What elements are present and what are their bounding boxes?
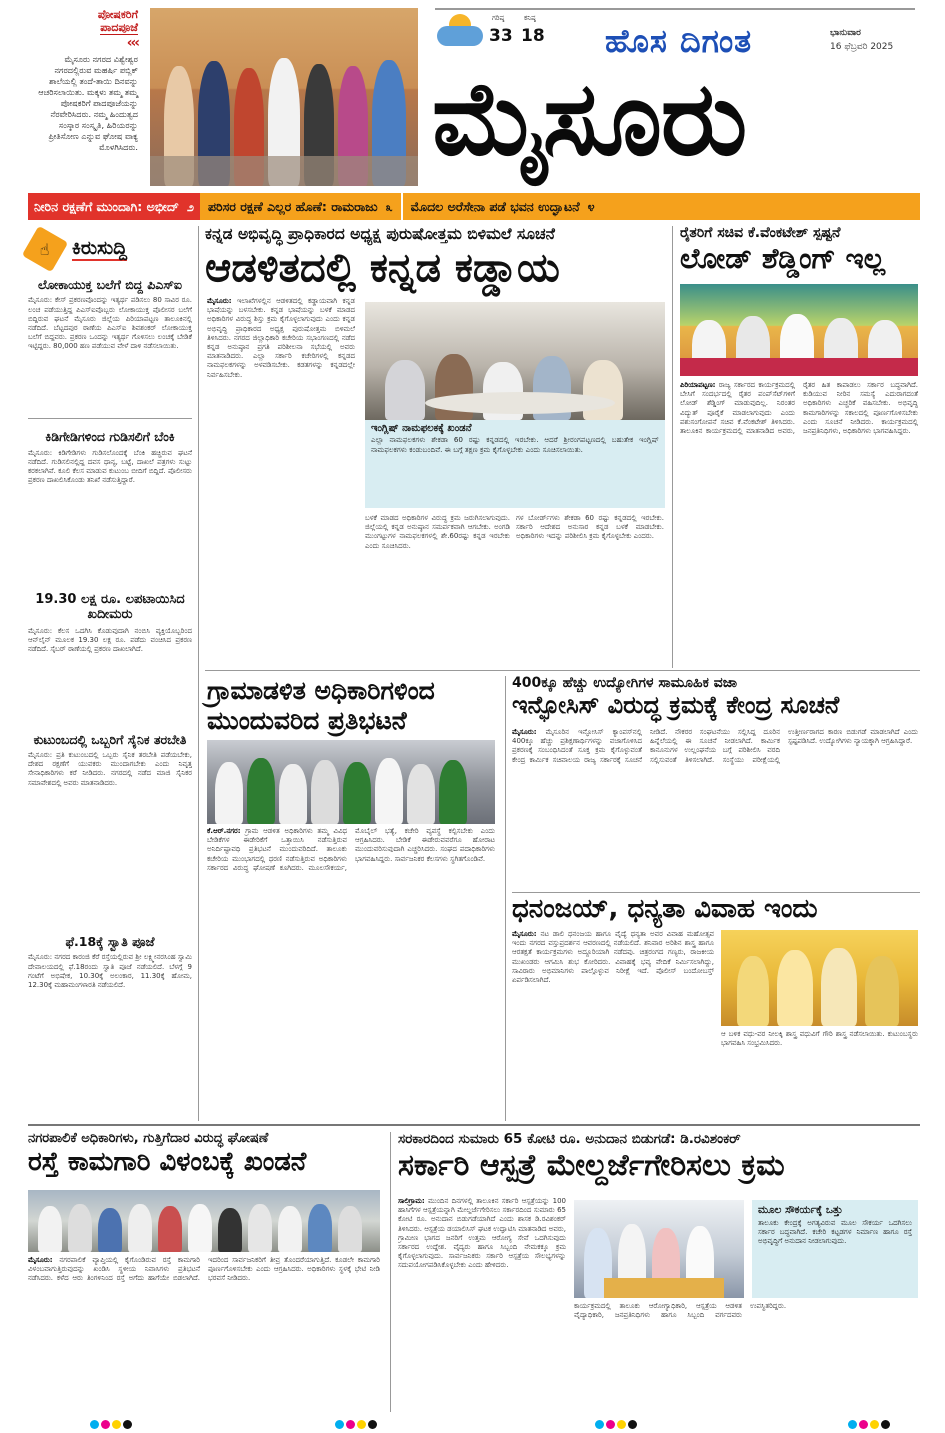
index-item-2[interactable] <box>403 193 603 220</box>
masthead-day: ಭಾನುವಾರ <box>830 28 861 38</box>
temp-low: 18 <box>521 26 545 46</box>
lead-body-col1 <box>207 297 355 665</box>
infosys-kicker: 400ಕ್ಕೂ ಹೆಚ್ಚು ಉದ್ಯೋಗಿಗಳ ಸಾಮೂಹಿಕ ವಜಾ <box>512 675 738 691</box>
cloud-icon <box>437 26 483 46</box>
protest-headline: ಗ್ರಾಮಾಡಳಿತ ಅಧಿಕಾರಿಗಳಿಂದ ಮುಂದುವರಿದ ಪ್ರತಿಭಟನೆ <box>207 676 435 735</box>
print-marks <box>90 1414 134 1433</box>
brief-title: ಕಿಡಿಗೇಡಿಗಳಿಂದ ಗುಡಿಸಲಿಗೆ ಬೆಂಕಿ <box>45 429 175 445</box>
lead-dateline: ಮೈಸೂರು: <box>207 297 232 305</box>
infosys-dateline: ಮೈಸೂರು: <box>512 728 537 736</box>
right-kicker: ರೈತರಿಗೆ ಸಚಿವ ಕೆ.ವೆಂಕಟೇಶ್ ಸ್ಪಷ್ಟನೆ <box>680 225 841 241</box>
wedding-story <box>512 896 920 923</box>
top-story-tag-line2: ಪಾದಪೂಜೆ <box>100 21 138 34</box>
top-story-sidebar <box>28 8 138 193</box>
protest-dateline: ಕೆ.ಆರ್.ನಗರ: <box>207 827 241 835</box>
lead-body-col3: ಗಳ ಬೋರ್ಡ್‌ಗಳು ಶೇಕಡಾ 60 ರಷ್ಟು ಕನ್ನಡದಲ್ಲಿ ಇರಬೇಕು. ಸರ್ಕಾರಿ ಆದೇಶದ ಅನುಸಾರ ಕನ್ನಡ ಬಳಕೆ ಮಾಡಬೇಕು. ಅಧಿಕಾರಿಗಳು ಇದನ್ನು ಪರಿಶೀಲಿಸಿ ಕ್ರಮ ಕೈಗೊಳ್ಳಬೇಕು ಎಂದರು. <box>516 514 664 541</box>
protest-story <box>207 676 503 736</box>
edition-title: ಮೈಸೂರು <box>432 60 747 179</box>
lead-body-col2: ಬಳಕೆ ಮಾಡದ ಅಧಿಕಾರಿಗಳ ವಿರುದ್ಧ ಕ್ರಮ ಜರುಗಿಸಲಾಗುವುದು. ಜಿಲ್ಲೆಯಲ್ಲಿ ಕನ್ನಡ ಅನುಷ್ಠಾನ ಸಮರ್ಪಕವಾಗಿ ಆಗಬೇಕು. ಅಂಗಡಿ ಮುಂಗಟ್ಟುಗಳ ನಾಮಫಲಕಗಳಲ್ಲಿ ಶೇ.60ರಷ್ಟು ಕನ್ನಡ ಇರಬೇಕು ಎಂದು ಸೂಚಿಸಿದರು. <box>365 514 510 550</box>
brief-text: ಮೈಸೂರು: ಕಿಡಿಗೇಡಿಗಳು ಗುಡಿಸಲೊಂದಕ್ಕೆ ಬೆಂಕಿ ಹಚ್ಚಿರುವ ಘಟನೆ ನಡೆದಿದೆ. ಗುಡಿಸಲಿನಲ್ಲಿದ್ದ ದವಸ ಧಾನ್ಯ, ಬಟ್ಟೆ, ದಾಖಲೆ ಪತ್ರಗಳು ಸುಟ್ಟು ಕರಕಲಾಗಿವೆ. ಕೂಲಿ ಕೆಲಸ ಮಾಡುವ ಕುಟುಂಬ ಬೀದಿಗೆ ಬಿದ್ದಿದೆ. ಪೊಲೀಸರು ಪ್ರಕರಣ ದಾಖಲಿಸಿಕೊಂಡು ತನಿಖೆ ನಡೆಸುತ್ತಿದ್ದಾರೆ. <box>28 448 192 485</box>
hospital-text: ಮುಂದಿನ ದಿನಗಳಲ್ಲಿ ತಾಲೂಕಿನ ಸರ್ಕಾರಿ ಆಸ್ಪತ್ರೆಯನ್ನು 100 ಹಾಸಿಗೆಗಳ ಆಸ್ಪತ್ರೆಯನ್ನಾಗಿ ಮೇಲ್ದರ್ಜೆಗೇರಿಸಲು ಸರ್ಕಾರದಿಂದ ಸುಮಾರು 65 ಕೋಟಿ ರೂ. ಅನುದಾನ ಬಿಡುಗಡೆಯಾಗಿದೆ ಎಂದು ಶಾಸಕ ಡಿ.ರವಿಶಂಕರ್ ತಿಳಿಸಿದರು. ಆಸ್ಪತ್ರೆಯ ಡಯಾಲಿಸಿಸ್ ಘಟಕ ಉದ್ಘಾಟಿಸಿ ಮಾತನಾಡಿದ ಅವರು, ಗ್ರಾಮೀಣ ಭಾಗದ ಜನರಿಗೆ ಉತ್ತಮ ಆರೋಗ್ಯ ಸೇವೆ ಒದಗಿಸುವುದು ಸರ್ಕಾರದ ಉದ್ದೇಶ. ವೈದ್ಯರು ಹಾಗೂ ಸಿಬ್ಬಂದಿ ನೇಮಕಕ್ಕೂ ಕ್ರಮ ಕೈಗೊಳ್ಳಲಾಗುವುದು. ಸಾರ್ವಜನಿಕರು ಸರ್ಕಾರಿ ಆಸ್ಪತ್ರೆಯ ಸೌಲಭ್ಯಗಳನ್ನು ಸದುಪಯೋಗಪಡಿಸಿಕೊಳ್ಳಬೇಕು ಎಂದು ಹೇಳಿದರು. <box>398 1197 566 1270</box>
index-item-2-text: ಮೊದಲ ಅರೆಸೇನಾ ಪಡೆ ಭವನ ಉದ್ಘಾಟನೆ <box>410 198 580 214</box>
index-bar <box>28 193 920 220</box>
index-item-1[interactable] <box>200 193 403 220</box>
brief-text: ಮೈಸೂರು: ಕೇಸ್ ಪ್ರಕರಣವೊಂದನ್ನು ಇತ್ಯರ್ಥ ಪಡಿಸಲು 80 ಸಾವಿರ ರೂ. ಲಂಚ ಪಡೆಯುತ್ತಿದ್ದ ಪಿಎಸ್‌ಐವೊಬ್ಬರು ಲೋಕಾಯುಕ್ತ ಪೊಲೀಸರ ಬಲೆಗೆ ಬಿದ್ದಿರುವ ಘಟನೆ ಮೈಸೂರು ಜಿಲ್ಲೆಯ ಪಿರಿಯಾಪಟ್ಟಣ ತಾಲೂಕಿನಲ್ಲಿ ನಡೆದಿದೆ. ಬೆಟ್ಟದಪುರ ಠಾಣೆಯ ಪಿಎಸ್‌ಐ ಶಿವಶಂಕರ್ ಲೋಕಾಯುಕ್ತ ಬಲೆಗೆ ಬಿದ್ದವರು. ಪ್ರಕರಣ ಒಂದನ್ನು ಇತ್ಯರ್ಥ ಗೊಳಿಸಲು ಲಂಚಕ್ಕೆ ಬೇಡಿಕೆ ಇಟ್ಟಿದ್ದರು. 80,000 ಹಣ ಪಡೆಯುವ ವೇಳೆ ದಾಳಿ ನಡೆಸಲಾಯಿತು. <box>28 296 192 351</box>
hospital-story <box>398 1132 920 1181</box>
top-story-tag <box>28 8 138 35</box>
top-story-tag-line1: ಪೋಷಕರಿಗೆ <box>97 8 138 21</box>
briefs-logo <box>28 226 192 272</box>
lead-photo <box>365 302 665 420</box>
wedding-photo <box>721 930 918 1026</box>
lead-caption-text: ಎಲ್ಲಾ ನಾಮಫಲಕಗಳು ಶೇಕಡಾ 60 ರಷ್ಟು ಕನ್ನಡದಲ್ಲಿ ಇರಬೇಕು. ಆದರೆ ಶ್ರೀರಂಗಪಟ್ಟಣದಲ್ಲಿ ಬಹುತೇಕ ಇಂಗ್ಲಿಷ್ ನಾಮಫಲಕಗಳು ಕಂಡುಬಂದಿವೆ. ಈ ಬಗ್ಗೆ ತಕ್ಷಣ ಕ್ರಮ ಕೈಗೊಳ್ಳಬೇಕು ಎಂದು ಸೂಚಿಸಲಾಯಿತು. <box>371 435 659 454</box>
hospital-body <box>398 1197 566 1409</box>
lead-story <box>205 225 667 292</box>
right-headline: ಲೋಡ್ ಶೆಡ್ಡಿಂಗ್ ಇಲ್ಲ <box>680 242 886 276</box>
hospital-kicker: ಸರಕಾರದಿಂದ ಸುಮಾರು 65 ಕೋಟಿ ರೂ. ಅನುದಾನ ಬಿಡುಗಡೆ: ಡಿ.ರವಿಶಂಕರ್ <box>398 1131 741 1147</box>
road-body <box>28 1256 380 1408</box>
hand-icon: ☝ <box>22 226 68 272</box>
hospital-box <box>752 1200 918 1298</box>
road-kicker: ನಗರಪಾಲಿಕೆ ಅಧಿಕಾರಿಗಳು, ಗುತ್ತಿಗೆದಾರ ವಿರುದ್ಧ ಘೋಷಣೆ <box>28 1131 269 1146</box>
brief-text: ಮೈಸೂರು: ಪ್ರತಿ ಕುಟುಂಬದಲ್ಲಿ ಒಬ್ಬರು ಸೈನಿಕ ತರಬೇತಿ ಪಡೆಯಬೇಕು, ದೇಶದ ರಕ್ಷಣೆಗೆ ಯುವಕರು ಮುಂದಾಗಬೇಕು ಎಂದು ನಿವೃತ್ತ ಸೇನಾಧಿಕಾರಿಗಳು ಕರೆ ನೀಡಿದರು. ನಗರದಲ್ಲಿ ನಡೆದ ಮಾಜಿ ಸೈನಿಕರ ಸಮಾವೇಶದಲ್ಲಿ ಅವರು ಮಾತನಾಡಿದರು. <box>28 751 192 787</box>
protest-text: ಗ್ರಾಮ ಆಡಳಿತ ಅಧಿಕಾರಿಗಳು ತಮ್ಮ ವಿವಿಧ ಬೇಡಿಕೆಗಳ ಈಡೇರಿಕೆಗೆ ಒತ್ತಾಯಿಸಿ ನಡೆಸುತ್ತಿರುವ ಅನಿರ್ದಿಷ್ಟಾವಧಿ ಪ್ರತಿಭಟನೆ ಮುಂದುವರಿದಿದೆ. ತಾಲೂಕು ಕಚೇರಿಯ ಮುಂಭಾಗದಲ್ಲಿ ಧರಣಿ ನಡೆಸುತ್ತಿರುವ ಅಧಿಕಾರಿಗಳು ಸರ್ಕಾರದ ವಿರುದ್ಧ ಘೋಷಣೆ ಕೂಗಿದರು. ಮೂಲಸೌಕರ್ಯ, ಮೊಬೈಲ್ ಭತ್ಯೆ, ಕಚೇರಿ ವ್ಯವಸ್ಥೆ ಕಲ್ಪಿಸಬೇಕು ಎಂದು ಆಗ್ರಹಿಸಿದರು. ಬೇಡಿಕೆ ಈಡೇರುವವರೆಗೂ ಹೋರಾಟ ಮುಂದುವರಿಸುವುದಾಗಿ ಎಚ್ಚರಿಸಿದರು. ಸಂಘದ ಪದಾಧಿಕಾರಿಗಳು ಭಾಗವಹಿಸಿದ್ದರು. ಸಾರ್ವಜನಿಕರ ಕೆಲಸಗಳು ಸ್ಥಗಿತಗೊಂಡಿವೆ. <box>207 827 495 872</box>
lead-text-a: ಇಲಾಖೆಗಳಲ್ಲಿನ ಆಡಳಿತದಲ್ಲಿ ಕಡ್ಡಾಯವಾಗಿ ಕನ್ನಡ ಭಾಷೆಯನ್ನು ಬಳಸಬೇಕು. ಕನ್ನಡ ಭಾಷೆಯನ್ನು ಬಳಕೆ ಮಾಡದ ಅಧಿಕಾರಿಗಳ ವಿರುದ್ಧ ಶಿಸ್ತು ಕ್ರಮ ಕೈಗೊಳ್ಳಲಾಗುವುದು ಎಂದು ಕನ್ನಡ ಅಭಿವೃದ್ಧಿ ಪ್ರಾಧಿಕಾರದ ಅಧ್ಯಕ್ಷ ಪುರುಷೋತ್ತಮ ಬಿಳಿಮಲೆ ತಿಳಿಸಿದರು. ನಗರದ ಜಿಲ್ಲಾಧಿಕಾರಿ ಕಚೇರಿಯ ಸಭಾಂಗಣದಲ್ಲಿ ನಡೆದ ಕನ್ನಡ ಅನುಷ್ಠಾನ ಪ್ರಗತಿ ಪರಿಶೀಲನಾ ಸಭೆಯಲ್ಲಿ ಅವರು ಮಾತನಾಡಿದರು. ಎಲ್ಲಾ ಸರ್ಕಾರಿ ಕಚೇರಿಗಳಲ್ಲಿ ಕನ್ನಡದ ನಾಮಫಲಕಗಳನ್ನು ಅಳವಡಿಸಬೇಕು. ಕಡತಗಳನ್ನು ಕನ್ನಡದಲ್ಲೇ ನಿರ್ವಹಿಸಬೇಕು. <box>207 297 355 379</box>
brief-item <box>28 278 192 422</box>
brief-text: ಮೈಸೂರು: ನಗರದ ಕಾರಂಜಿ ಕೆರೆ ರಸ್ತೆಯಲ್ಲಿರುವ ಶ್ರೀ ಲಕ್ಷ್ಮೀನರಸಿಂಹ ಸ್ವಾಮಿ ದೇವಾಲಯದಲ್ಲಿ ಫೆ.18ರಂದು ಸ್ವಾತಿ ಪೂಜೆ ನಡೆಯಲಿದೆ. ಬೆಳಗ್ಗೆ 9 ಗಂಟೆಗೆ ಅಭಿಷೇಕ, 10.30ಕ್ಕೆ ಅಲಂಕಾರ, 11.30ಕ್ಕೆ ಹೋಮ, 12.30ಕ್ಕೆ ಮಹಾಮಂಗಳಾರತಿ ನಡೆಯಲಿದೆ. <box>28 953 192 989</box>
index-item-1-text: ಪರಿಸರ ರಕ್ಷಣೆ ಎಲ್ಲರ ಹೊಣೆ: ರಾಮರಾಜು <box>208 198 378 214</box>
road-dateline: ಮೈಸೂರು: <box>28 1256 53 1264</box>
right-text: ರಾಜ್ಯ ಸರ್ಕಾರದ ಕಾರ್ಯಕ್ರಮದಲ್ಲಿ ಬೇಸಿಗೆ ಸಂದರ್ಭದಲ್ಲಿ ರೈತರ ಪಂಪ್‌ಸೆಟ್‌ಗಳಿಗೆ ಲೋಡ್ ಶೆಡ್ಡಿಂಗ್ ಮಾಡುವುದಿಲ್ಲ. ನಿರಂತರ ವಿದ್ಯುತ್ ಪೂರೈಕೆ ಮಾಡಲಾಗುವುದು ಎಂದು ಪಶುಸಂಗೋಪನೆ ಸಚಿವ ಕೆ.ವೆಂಕಟೇಶ್ ತಿಳಿಸಿದರು. ತಾಲೂಕಿನ ಕಾರ್ಯಕ್ರಮದಲ್ಲಿ ಮಾತನಾಡಿದ ಅವರು, ರೈತರ ಹಿತ ಕಾಪಾಡಲು ಸರ್ಕಾರ ಬದ್ಧವಾಗಿದೆ. ಕುಡಿಯುವ ನೀರಿನ ಸಮಸ್ಯೆ ಎದುರಾಗದಂತೆ ಅಧಿಕಾರಿಗಳು ಎಚ್ಚರಿಕೆ ವಹಿಸಬೇಕು. ಅಭಿವೃದ್ಧಿ ಕಾಮಗಾರಿಗಳನ್ನು ಸಕಾಲದಲ್ಲಿ ಪೂರ್ಣಗೊಳಿಸಬೇಕು ಎಂದು ಸೂಚನೆ ನೀಡಿದರು. ಕಾರ್ಯಕ್ರಮದಲ್ಲಿ ಜನಪ್ರತಿನಿಧಿಗಳು, ಅಧಿಕಾರಿಗಳು ಭಾಗವಹಿಸಿದ್ದರು. <box>680 381 918 436</box>
hospital-box-text: ತಾಲೂಕು ಕೇಂದ್ರಕ್ಕೆ ಅಗತ್ಯವಿರುವ ಮೂಲ ಸೌಕರ್ಯ ಒದಗಿಸಲು ಸರ್ಕಾರ ಬದ್ಧವಾಗಿದೆ. ಕಚೇರಿ ಕಟ್ಟಡಗಳ ನಿರ್ಮಾಣ ಹಾಗೂ ರಸ್ತೆ ಅಭಿವೃದ್ಧಿಗೆ ಅನುದಾನ ನೀಡಲಾಗುವುದು. <box>758 1219 912 1246</box>
road-headline: ರಸ್ತೆ ಕಾಮಗಾರಿ ವಿಳಂಬಕ್ಕೆ ಖಂಡನೆ <box>28 1147 307 1178</box>
divider <box>28 418 192 419</box>
index-item-2-page: ೪ <box>587 198 595 214</box>
brand-logo: ಹೊಸ ದಿಗಂತ <box>605 22 753 60</box>
road-story <box>28 1132 384 1177</box>
brief-title: ಲೋಕಾಯುಕ್ತ ಬಲೆಗೆ ಬಿದ್ದ ಪಿಎಸ್‌ಐ <box>37 277 183 292</box>
infosys-story <box>512 676 920 719</box>
wedding-dateline: ಮೈಸೂರು: <box>512 930 537 938</box>
protest-body <box>207 827 495 1121</box>
lead-headline: ಆಡಳಿತದಲ್ಲಿ ಕನ್ನಡ ಕಡ್ಡಾಯ <box>205 245 560 292</box>
brief-item <box>28 733 192 929</box>
brief-title: 19.30 ಲಕ್ಷ ರೂ. ಲಪಟಾಯಿಸಿದ ಖದೀಮರು <box>35 591 185 622</box>
road-text: ನಗರಪಾಲಿಕೆ ವ್ಯಾಪ್ತಿಯಲ್ಲಿ ಕೈಗೊಂಡಿರುವ ರಸ್ತೆ ಕಾಮಗಾರಿ ವಿಳಂಬವಾಗುತ್ತಿರುವುದನ್ನು ಖಂಡಿಸಿ ಸ್ಥಳೀಯ ನಿವಾಸಿಗಳು ಪ್ರತಿಭಟನೆ ನಡೆಸಿದರು. ಕಳೆದ ಆರು ತಿಂಗಳಿನಿಂದ ರಸ್ತೆ ಅಗೆದು ಹಾಗೆಯೇ ಬಿಡಲಾಗಿದೆ. ಇದರಿಂದ ಸಾರ್ವಜನಿಕರಿಗೆ ತೀವ್ರ ತೊಂದರೆಯಾಗುತ್ತಿದೆ. ಕೂಡಲೇ ಕಾಮಗಾರಿ ಪೂರ್ಣಗೊಳಿಸಬೇಕು ಎಂದು ಆಗ್ರಹಿಸಿದರು. ಅಧಿಕಾರಿಗಳು ಸ್ಥಳಕ್ಕೆ ಭೇಟಿ ನೀಡಿ ಭರವಸೆ ನೀಡಿದರು. <box>28 1256 380 1283</box>
wedding-body <box>512 930 714 1120</box>
wedding-text: ನಟ ಡಾಲಿ ಧನಂಜಯ ಹಾಗೂ ವೈದ್ಯೆ ಧನ್ಯತಾ ಅವರ ವಿವಾಹ ಮಹೋತ್ಸವ ಇಂದು ನಗರದ ವಸ್ತುಪ್ರದರ್ಶನ ಆವರಣದಲ್ಲಿ ನಡೆಯಲಿದೆ. ಶನಿವಾರ ಅರಿಶಿನ ಶಾಸ್ತ್ರ ಹಾಗೂ ಆರತಕ್ಷತೆ ಕಾರ್ಯಕ್ರಮಗಳು ಅದ್ದೂರಿಯಾಗಿ ನಡೆದವು. ಚಿತ್ರರಂಗದ ಗಣ್ಯರು, ರಾಜಕೀಯ ಮುಖಂಡರು ಆಗಮಿಸಿ ಶುಭ ಕೋರಿದರು. ವಿವಾಹಕ್ಕೆ ಭವ್ಯ ವೇದಿಕೆ ನಿರ್ಮಿಸಲಾಗಿದ್ದು, ಸಾವಿರಾರು ಅಭಿಮಾನಿಗಳು ಪಾಲ್ಗೊಳ್ಳುವ ನಿರೀಕ್ಷೆ ಇದೆ. ಪೊಲೀಸ್ ಬಂದೋಬಸ್ತ್ ಏರ್ಪಡಿಸಲಾಗಿದೆ. <box>512 930 714 985</box>
infosys-text: ಮೈಸೂರಿನ ಇನ್ಫೋಸಿಸ್ ಕ್ಯಾಂಪಸ್‌ನಲ್ಲಿ 400ಕ್ಕೂ ಹೆಚ್ಚು ಪ್ರಶಿಕ್ಷಣಾರ್ಥಿಗಳನ್ನು ವಜಾಗೊಳಿಸಿದ ಪ್ರಕರಣಕ್ಕೆ ಸಂಬಂಧಿಸಿದಂತೆ ಸೂಕ್ತ ಕ್ರಮ ಕೈಗೊಳ್ಳುವಂತೆ ಕೇಂದ್ರ ಕಾರ್ಮಿಕ ಸಚಿವಾಲಯ ರಾಜ್ಯ ಸರ್ಕಾರಕ್ಕೆ ಸೂಚನೆ ನೀಡಿದೆ. ನೌಕರರ ಸಂಘಟನೆಯು ಸಲ್ಲಿಸಿದ್ದ ದೂರಿನ ಹಿನ್ನೆಲೆಯಲ್ಲಿ ಈ ಸೂಚನೆ ನೀಡಲಾಗಿದೆ. ಕಾರ್ಮಿಕ ಕಾನೂನುಗಳ ಉಲ್ಲಂಘನೆಯ ಬಗ್ಗೆ ಪರಿಶೀಲಿಸಿ ವರದಿ ಸಲ್ಲಿಸುವಂತೆ ತಿಳಿಸಲಾಗಿದೆ. ಸಂಸ್ಥೆಯು ಪರೀಕ್ಷೆಯಲ್ಲಿ ಉತ್ತೀರ್ಣರಾಗದ ಕಾರಣ ಬಿಡುಗಡೆ ಮಾಡಲಾಗಿದೆ ಎಂದು ಸ್ಪಷ್ಟಪಡಿಸಿದೆ. ಉದ್ಯೋಗಿಗಳು ನ್ಯಾಯಕ್ಕಾಗಿ ಆಗ್ರಹಿಸಿದ್ದಾರೆ. <box>512 728 918 764</box>
hospital-body-2: ಕಾರ್ಯಕ್ರಮದಲ್ಲಿ ತಾಲೂಕು ಆರೋಗ್ಯಾಧಿಕಾರಿ, ಆಸ್ಪತ್ರೆಯ ಆಡಳಿತ ವೈದ್ಯಾಧಿಕಾರಿ, ಜನಪ್ರತಿನಿಧಿಗಳು ಹಾಗೂ ಸಿಬ್ಬಂದಿ ವರ್ಗದವರು ಉಪಸ್ಥಿತರಿದ್ದರು. <box>574 1302 787 1320</box>
brief-text: ಮೈಸೂರು: ಕೆಲಸ ಒದಗಿಸಿ ಕೊಡುವುದಾಗಿ ನಂಬಿಸಿ ವ್ಯಕ್ತಿಯೊಬ್ಬರಿಂದ ಆನ್‌ಲೈನ್ ಮೂಲಕ 19.30 ಲಕ್ಷ ರೂ. ಪಡೆದು ವಂಚಿಸಿದ ಪ್ರಕರಣ ನಡೆದಿದೆ. ಸೈಬರ್ ಠಾಣೆಯಲ್ಲಿ ಪ್ರಕರಣ ದಾಖಲಾಗಿದೆ. <box>28 626 192 654</box>
hospital-box-title: ಮೂಲ ಸೌಕರ್ಯಕ್ಕೆ ಒತ್ತು <box>758 1204 843 1216</box>
hospital-photo <box>574 1200 744 1298</box>
wedding-caption: ಆ ಬಳಿಕ ವಧು-ವರ ನೀಲಕ್ಕಿ ಶಾಸ್ತ್ರ ವಧುವಿಗೆ ಗೌರಿ ಶಾಸ್ತ್ರ ನಡೆಸಲಾಯಿತು. ಕುಟುಂಬಸ್ಥರು ಭಾಗವಹಿಸಿ ಸಂಭ್ರಮಿಸಿದರು. <box>721 1030 918 1048</box>
print-marks <box>595 1414 639 1433</box>
temp-high: 33 <box>489 26 513 46</box>
briefs-title: ಕಿರುಸುದ್ದಿ <box>72 237 128 259</box>
index-item-1-page: ೩ <box>385 198 393 214</box>
lead-photo-caption-box <box>365 420 665 508</box>
masthead-date: 16 ಫೆಬ್ರವರಿ 2025 <box>830 42 894 52</box>
protest-photo <box>207 740 495 824</box>
column-divider <box>198 226 199 1121</box>
masthead-rule <box>435 8 915 10</box>
top-story-photo <box>150 8 418 186</box>
hospital-headline: ಸರ್ಕಾರಿ ಆಸ್ಪತ್ರೆ ಮೇಲ್ದರ್ಜೆಗೇರಿಸಲು ಕ್ರಮ <box>398 1147 785 1183</box>
wedding-headline: ಧನಂಜಯ್, ಧನ್ಯತಾ ವಿವಾಹ ಇಂದು <box>512 894 818 924</box>
infosys-headline: ಇನ್ಫೋಸಿಸ್ ವಿರುದ್ಧ ಕ್ರಮಕ್ಕೆ ಕೇಂದ್ರ ಸೂಚನೆ <box>512 691 840 720</box>
row-divider <box>205 670 920 671</box>
road-photo <box>28 1190 380 1252</box>
column-divider <box>390 1132 391 1412</box>
column-divider <box>505 676 506 1121</box>
lead-caption-title: ಇಂಗ್ಲಿಷ್ ನಾಮಫಲಕಕ್ಕೆ ಖಂಡನೆ <box>371 423 472 434</box>
column-divider <box>672 226 673 668</box>
brief-item <box>28 593 192 727</box>
right-story-photo <box>680 284 918 376</box>
index-item-0[interactable] <box>28 193 200 220</box>
weather-min-label: ಕನಿಷ್ಠ <box>524 14 536 22</box>
right-story-body <box>680 381 918 666</box>
row-divider <box>512 892 920 893</box>
lead-kicker: ಕನ್ನಡ ಅಭಿವೃದ್ಧಿ ಪ್ರಾಧಿಕಾರದ ಅಧ್ಯಕ್ಷ ಪುರುಷೋತ್ತಮ ಬಿಳಿಮಲೆ ಸೂಚನೆ <box>205 225 555 243</box>
infosys-body <box>512 728 918 888</box>
index-item-0-text: ನೀರಿನ ರಕ್ಷಣೆಗೆ ಮುಂದಾಗಿ: ಅಭೀದ್ <box>34 198 179 214</box>
print-marks <box>848 1414 892 1433</box>
weather-widget <box>437 14 545 62</box>
index-item-0-page: ೨ <box>187 198 195 214</box>
brief-item <box>28 430 192 588</box>
right-story <box>680 226 920 274</box>
top-story-text: ಮೈಸೂರು ನಗರದ ವಿಶ್ವೇಶ್ವರ ನಗರದಲ್ಲಿರುವ ಮಹರ್ಷಿ ಪಬ್ಲಿಕ್ ಶಾಲೆಯಲ್ಲಿ ತಂದೆ-ತಾಯಿ ದಿನವನ್ನು ಆಚರಿಸಲಾಯಿತು. ಮಕ್ಕಳು ತಮ್ಮ ತಮ್ಮ ಪೋಷಕರಿಗೆ ಪಾದಪೂಜೆಯನ್ನು ನೆರವೇರಿಸಿದರು. ನಮ್ಮ ಹಿಂದುತ್ವದ ಸಂಸ್ಕಾರ ಸಂಸ್ಕೃತಿ, ಹಿರಿಯರನ್ನು ಪ್ರೀತಿಸೋಣ ಎನ್ನುವ ಘೋಷ ವಾಕ್ಯ ಮೊಳಗಿಸಿದರು. <box>38 54 138 152</box>
weather-max-label: ಗರಿಷ್ಠ <box>492 14 505 22</box>
print-marks <box>335 1414 379 1433</box>
brief-title: ಫೆ.18ಕ್ಕೆ ಸ್ವಾತಿ ಪೂಜೆ <box>65 934 155 949</box>
row-divider <box>28 1124 920 1126</box>
briefs-column <box>28 226 192 1121</box>
brief-title: ಕುಟುಂಬದಲ್ಲಿ ಒಬ್ಬರಿಗೆ ಸೈನಿಕ ತರಬೇತಿ <box>33 731 187 747</box>
right-dateline: ಪಿರಿಯಾಪಟ್ಟಣ: <box>680 381 716 389</box>
chevron-left-icon: ‹‹‹ <box>126 35 138 51</box>
hospital-dateline: ಸಾಲಿಗ್ರಾಮ: <box>398 1197 425 1205</box>
brief-item <box>28 935 192 1063</box>
